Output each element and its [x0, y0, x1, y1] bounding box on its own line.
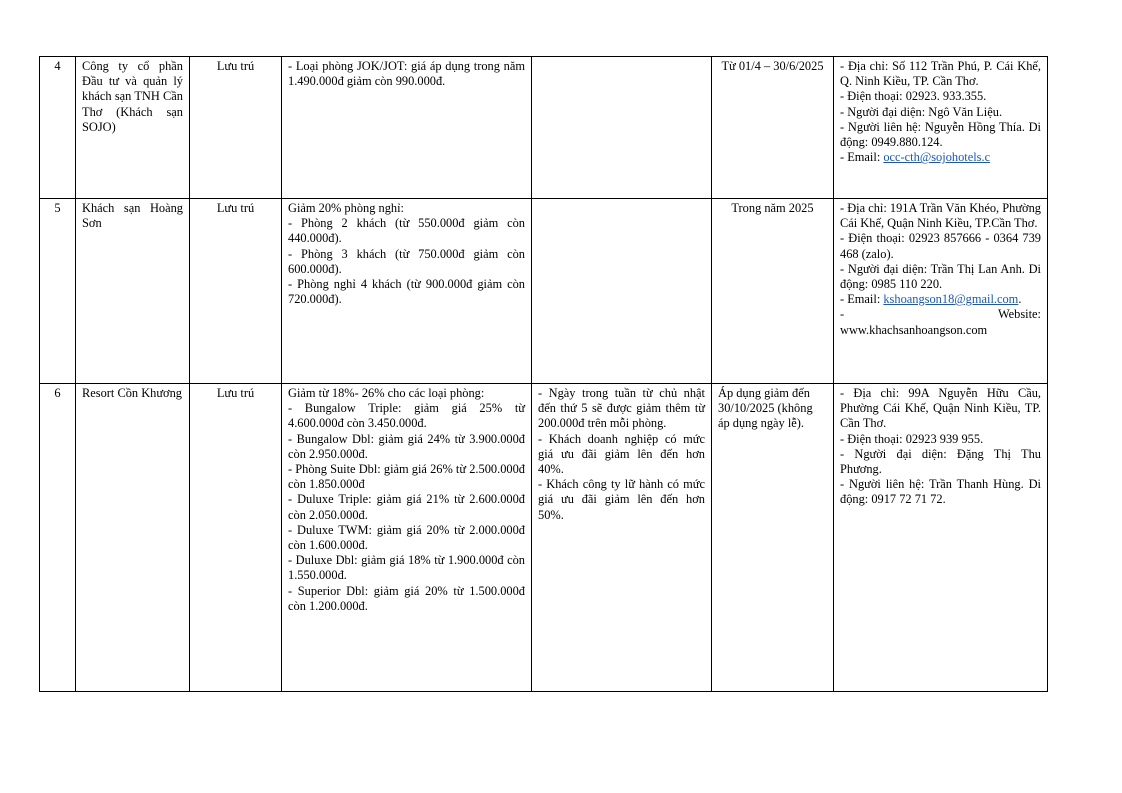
service-type: Lưu trú: [190, 199, 282, 384]
offer-line: Giảm 20% phòng nghỉ:: [288, 201, 404, 215]
extra-offer-cell: [532, 199, 712, 384]
website-url: www.khachsanhoangson.com: [840, 322, 988, 337]
contact-address: - Địa chỉ: Số 112 Trần Phú, P. Cái Khế, Q. Ninh Kiều, TP. Cần Thơ.: [840, 59, 1041, 89]
contact-email-line: [840, 150, 1041, 165]
email-link[interactable]: kshoangson18@gmail.com: [883, 292, 1019, 307]
extra-offer-line: - Khách công ty lữ hành có mức giá ưu đãi giảm lên đến hơn 50%.: [538, 477, 705, 522]
contact-phone: - Điện thoại: 02923 857666 - 0364 739 468 (zalo).: [840, 231, 1041, 261]
offer-line: - Duluxe TWM: giảm giá 20% từ 2.000.000đ còn 1.600.000đ.: [288, 522, 525, 553]
validity-period: Từ 01/4 – 30/6/2025: [712, 57, 834, 199]
offer-line: - Phòng 2 khách (từ 550.000đ giảm còn 440.000đ).: [288, 216, 525, 246]
offer-line: - Duluxe Dbl: giảm giá 18% từ 1.900.000đ còn 1.550.000đ.: [288, 553, 525, 583]
contact-representative: - Người đại diện: Đặng Thị Thu Phương.: [840, 446, 1041, 477]
contact-representative: - Người đại diện: Ngô Văn Liệu.: [840, 104, 1003, 119]
website-label: - Website:: [840, 307, 1041, 322]
contact-person: - Người liên hệ: Nguyễn Hồng Thía. Di động: 0949.880.124.: [840, 119, 1041, 150]
extra-offer-line: - Ngày trong tuần từ chủ nhật đến thứ 5 sẽ được giảm thêm từ 200.000đ trên mỗi phòng.: [538, 386, 705, 431]
contact-email-line: - Email: kshoangson18@gmail.com.: [840, 292, 1022, 307]
contact-address: - Địa chỉ: 99A Nguyễn Hữu Cầu, Phường Cái Khế, Quận Ninh Kiều, TP. Cần Thơ.: [840, 386, 1041, 431]
offer-line: - Loại phòng JOK/JOT: giá áp dụng trong năm 1.490.000đ giảm còn 990.000đ.: [288, 59, 525, 89]
business-name: Công ty cổ phần Đầu tư và quản lý khách sạn TNH Cần Thơ (Khách sạn SOJO): [76, 57, 190, 199]
offer-cell: [282, 199, 532, 384]
email-label: - Email:: [840, 292, 884, 307]
row-number: 5: [40, 199, 76, 384]
offer-line: - Superior Dbl: giảm giá 20% từ 1.500.000đ còn 1.200.000đ.: [288, 583, 525, 613]
offer-line: - Phòng Suite Dbl: giảm giá 26% từ 2.500.000đ còn 1.850.000đ: [288, 462, 525, 492]
offer-cell: [282, 57, 532, 199]
offer-line: Giảm từ 18%- 26% cho các loại phòng:: [288, 386, 485, 400]
offer-line: - Phòng nghỉ 4 khách (từ 900.000đ giảm còn 720.000đ).: [288, 277, 525, 307]
offer-line: - Bungalow Dbl: giảm giá 24% từ 3.900.000đ còn 2.950.000đ.: [288, 431, 525, 461]
row-number: 4: [40, 57, 76, 199]
offer-line: - Phòng 3 khách (từ 750.000đ giảm còn 600.000đ).: [288, 246, 525, 276]
extra-offer-line: - Khách doanh nghiệp có mức giá ưu đãi giảm lên đến hơn 40%.: [538, 431, 705, 477]
service-type: Lưu trú: [190, 57, 282, 199]
contact-phone: - Điện thoại: 02923. 933.355.: [840, 89, 987, 104]
extra-offer-cell: [532, 384, 712, 692]
contact-cell: [834, 199, 1048, 384]
service-type: Lưu trú: [190, 384, 282, 692]
table-row: [40, 199, 1048, 384]
validity-period: Trong năm 2025: [712, 199, 834, 384]
business-name: Khách sạn Hoàng Sơn: [76, 199, 190, 384]
extra-offer-cell: [532, 57, 712, 199]
email-label: - Email:: [840, 150, 884, 165]
table-row: [40, 57, 1048, 199]
promotion-table: [39, 56, 1048, 692]
row-number: 6: [40, 384, 76, 692]
contact-representative: - Người đại diện: Trần Thị Lan Anh. Di động: 0985 110 220.: [840, 261, 1041, 292]
contact-cell: [834, 57, 1048, 199]
offer-cell: [282, 384, 532, 692]
offer-line: - Bungalow Triple: giảm giá 25% từ 4.600.000đ còn 3.450.000đ.: [288, 401, 525, 431]
table-row: [40, 384, 1048, 692]
contact-cell: [834, 384, 1048, 692]
email-link[interactable]: occ-cth@sojohotels.c: [883, 150, 991, 165]
contact-phone: - Điện thoại: 02923 939 955.: [840, 431, 984, 446]
contact-address: - Địa chỉ: 191A Trần Văn Khéo, Phường Cái Khế, Quận Ninh Kiều, TP.Cần Thơ.: [840, 201, 1041, 231]
offer-line: - Duluxe Triple: giảm giá 21% từ 2.600.000đ còn 2.050.000đ.: [288, 492, 525, 522]
validity-period: Áp dụng giảm đến 30/10/2025 (không áp dụng ngày lễ).: [712, 384, 834, 692]
business-name: Resort Cồn Khương: [76, 384, 190, 692]
contact-person: - Người liên hệ: Trần Thanh Hùng. Di động: 0917 72 71 72.: [840, 477, 1041, 507]
